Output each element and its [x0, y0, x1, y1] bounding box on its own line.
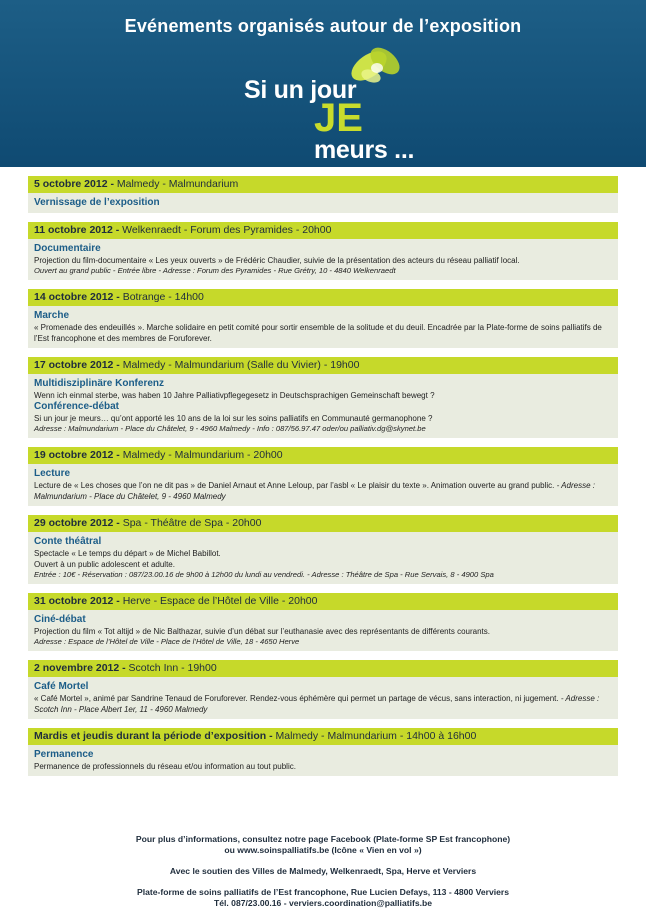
logo-text-line1: Si un jour: [244, 76, 357, 104]
event-place: Malmedy - Malmundarium: [116, 178, 239, 190]
event-date: 17 octobre 2012 -: [34, 359, 123, 371]
event-practical-info: Adresse : Espace de l’Hôtel de Ville - Place de l’Hôtel de Ville, 18 - 4650 Herve: [34, 637, 300, 646]
event-description-text: Projection du film-documentaire « Les yeux ouverts » de Frédéric Chaudier, suivie de la présentation des acteurs du réseau palliatif local.: [34, 256, 520, 265]
event-practical-info: Entrée : 10€ - Réservation : 087/23.00.16 de 9h00 à 12h00 du lundi au vendredi. - Adresse : Théâtre de Spa - Rue Servais, 8 - 4900 Spa: [34, 570, 494, 579]
event-place: Malmedy - Malmundarium (Salle du Vivier) - 19h00: [122, 359, 360, 371]
header-banner: [0, 0, 646, 167]
event-header: [28, 447, 618, 464]
event-header: [28, 728, 618, 745]
event-category: Permanence: [34, 749, 94, 760]
event-practical-info: Ouvert au grand public - Entrée libre - Adresse : Forum des Pyramides - Rue Grétry, 10 - 4840 Welkenraedt: [34, 266, 396, 275]
event-description: [34, 693, 612, 715]
event-description: [34, 390, 612, 401]
event-list: [28, 176, 618, 785]
event-item: [28, 728, 618, 776]
event-category: Lecture: [34, 468, 71, 479]
event-header: [28, 357, 618, 374]
event-body: [28, 239, 618, 280]
event-description: [34, 322, 612, 344]
event-description-text: Lecture de « Les choses que l’on ne dit pas » de Daniel Arnaut et Anne Leloup, par l’asbl « Le plaisir du texte ». Animation ouverte au grand public.: [34, 481, 555, 490]
event-body: [28, 464, 618, 506]
event-category: Documentaire: [34, 243, 101, 254]
event-description-text: « Café Mortel », animé par Sandrine Tenaud de Foruforever. Rendez-vous éphémère qui permet un partage de vécus, sans interaction, ni jugement.: [34, 694, 559, 703]
event-description-text: Wenn ich einmal sterbe, was haben 10 Jahre Palliativpflegegesetz in Deutschsprachigen Gemeinschaft bewegt ?: [34, 391, 435, 400]
event-description: [34, 480, 612, 502]
event-category: Marche: [34, 310, 70, 321]
page-title: Evénements organisés autour de l’exposition: [124, 16, 522, 36]
event-item: [28, 289, 618, 348]
event-place: Malmedy - Malmundarium - 14h00 à 16h00: [275, 730, 477, 742]
event-description: [34, 626, 612, 637]
event-category: Vernissage de l’exposition: [34, 197, 160, 208]
footer-info-line: Pour plus d’informations, consultez notre page Facebook (Plate-forme SP Est francophone): [135, 834, 511, 844]
event-category: Ciné-débat: [34, 614, 86, 625]
event-date: 31 octobre 2012 -: [34, 595, 123, 607]
event-description-text: Projection du film « Tot altijd » de Nic Balthazar, suivie d’un débat sur l’euthanasie avec des représentants de différents courants.: [34, 627, 490, 636]
footer-contact-line: Tél. 087/23.00.16 - verviers.coordination@palliatifs.be: [213, 898, 433, 908]
event-body: [28, 193, 618, 213]
event-item: [28, 447, 618, 506]
event-place: Herve - Espace de l’Hôtel de Ville - 20h00: [122, 595, 318, 607]
event-item: [28, 593, 618, 651]
event-date: 29 octobre 2012 -: [34, 517, 123, 529]
event-date: 2 novembre 2012 -: [34, 662, 129, 674]
event-place: Scotch Inn - 19h00: [128, 662, 217, 674]
event-header: [28, 593, 618, 610]
event-body: [28, 374, 618, 438]
event-header: [28, 176, 618, 193]
event-date: 19 octobre 2012 -: [34, 449, 123, 461]
event-address: - Adresse : Scotch Inn - Place Albert 1er, 11 - 4960 Malmedy: [34, 694, 600, 714]
event-practical-info: Adresse : Malmundarium - Place du Châtelet, 9 - 4960 Malmedy - Info : 087/56.97.47 oder/ou palliativ.dg@skynet.be: [34, 424, 426, 433]
event-body: [28, 306, 618, 348]
logo-text-je: JE: [314, 96, 363, 140]
event-item: [28, 222, 618, 280]
event-item: [28, 515, 618, 584]
event-category: Conte théâtral: [34, 536, 102, 547]
event-place: Malmedy - Malmundarium - 20h00: [122, 449, 283, 461]
logo-text-line3: meurs ...: [314, 136, 415, 164]
event-place: Welkenraedt - Forum des Pyramides - 20h00: [122, 224, 332, 236]
event-category: Multidisziplinäre Konferenz: [34, 378, 165, 389]
event-header: [28, 289, 618, 306]
event-item: [28, 357, 618, 438]
event-header: [28, 515, 618, 532]
event-date: 11 octobre 2012 -: [34, 224, 123, 236]
event-category: Café Mortel: [34, 681, 89, 692]
footer-address-line: Plate-forme de soins palliatifs de l’Est francophone, Rue Lucien Defays, 113 - 4800 Verviers: [136, 887, 510, 897]
event-body: [28, 677, 618, 719]
event-date: Mardis et jeudis durant la période d’exposition -: [34, 730, 276, 742]
event-description-text: Si un jour je meurs… qu’ont apporté les 10 ans de la loi sur les soins palliatifs en Communauté germanophone ?: [34, 414, 433, 423]
footer-support-line: Avec le soutien des Villes de Malmedy, Welkenraedt, Spa, Herve et Verviers: [169, 866, 477, 876]
event-description-text: Spectacle « Le temps du départ » de Michel Babillot.: [34, 549, 221, 558]
event-description: [34, 761, 612, 772]
event-header: [28, 222, 618, 239]
exhibition-logo: [244, 46, 444, 164]
event-body: [28, 610, 618, 651]
event-description-text: Permanence de professionnels du réseau et/ou information au tout public.: [34, 762, 296, 771]
event-place: Botrange - 14h00: [122, 291, 204, 303]
event-description: [34, 548, 612, 559]
event-header: [28, 660, 618, 677]
event-description-text: « Promenade des endeuillés ». Marche solidaire en petit comité pour sortir ensemble de la solitude et du deuil. Encadrée par la Plate-forme de soins palliatifs de l’Est francophone et des membres de Foruforever.: [34, 323, 602, 343]
event-item: [28, 176, 618, 213]
event-description: [34, 413, 612, 424]
event-address: - Adresse : Malmundarium - Place du Châtelet, 9 - 4960 Malmedy: [34, 481, 595, 501]
event-item: [28, 660, 618, 719]
event-place: Spa - Théâtre de Spa - 20h00: [122, 517, 262, 529]
butterfly-icon: [347, 46, 411, 88]
event-audience: Ouvert à un public adolescent et adulte.: [34, 560, 175, 569]
event-date: 5 octobre 2012 -: [34, 178, 117, 190]
event-description: [34, 255, 612, 266]
event-category: Conférence-débat: [34, 401, 120, 412]
event-date: 14 octobre 2012 -: [34, 291, 123, 303]
footer: [0, 834, 646, 909]
footer-website-line: ou www.soinspalliatifs.be (Icône « Vien en vol »): [224, 845, 422, 855]
event-body: [28, 532, 618, 584]
event-body: [28, 745, 618, 776]
